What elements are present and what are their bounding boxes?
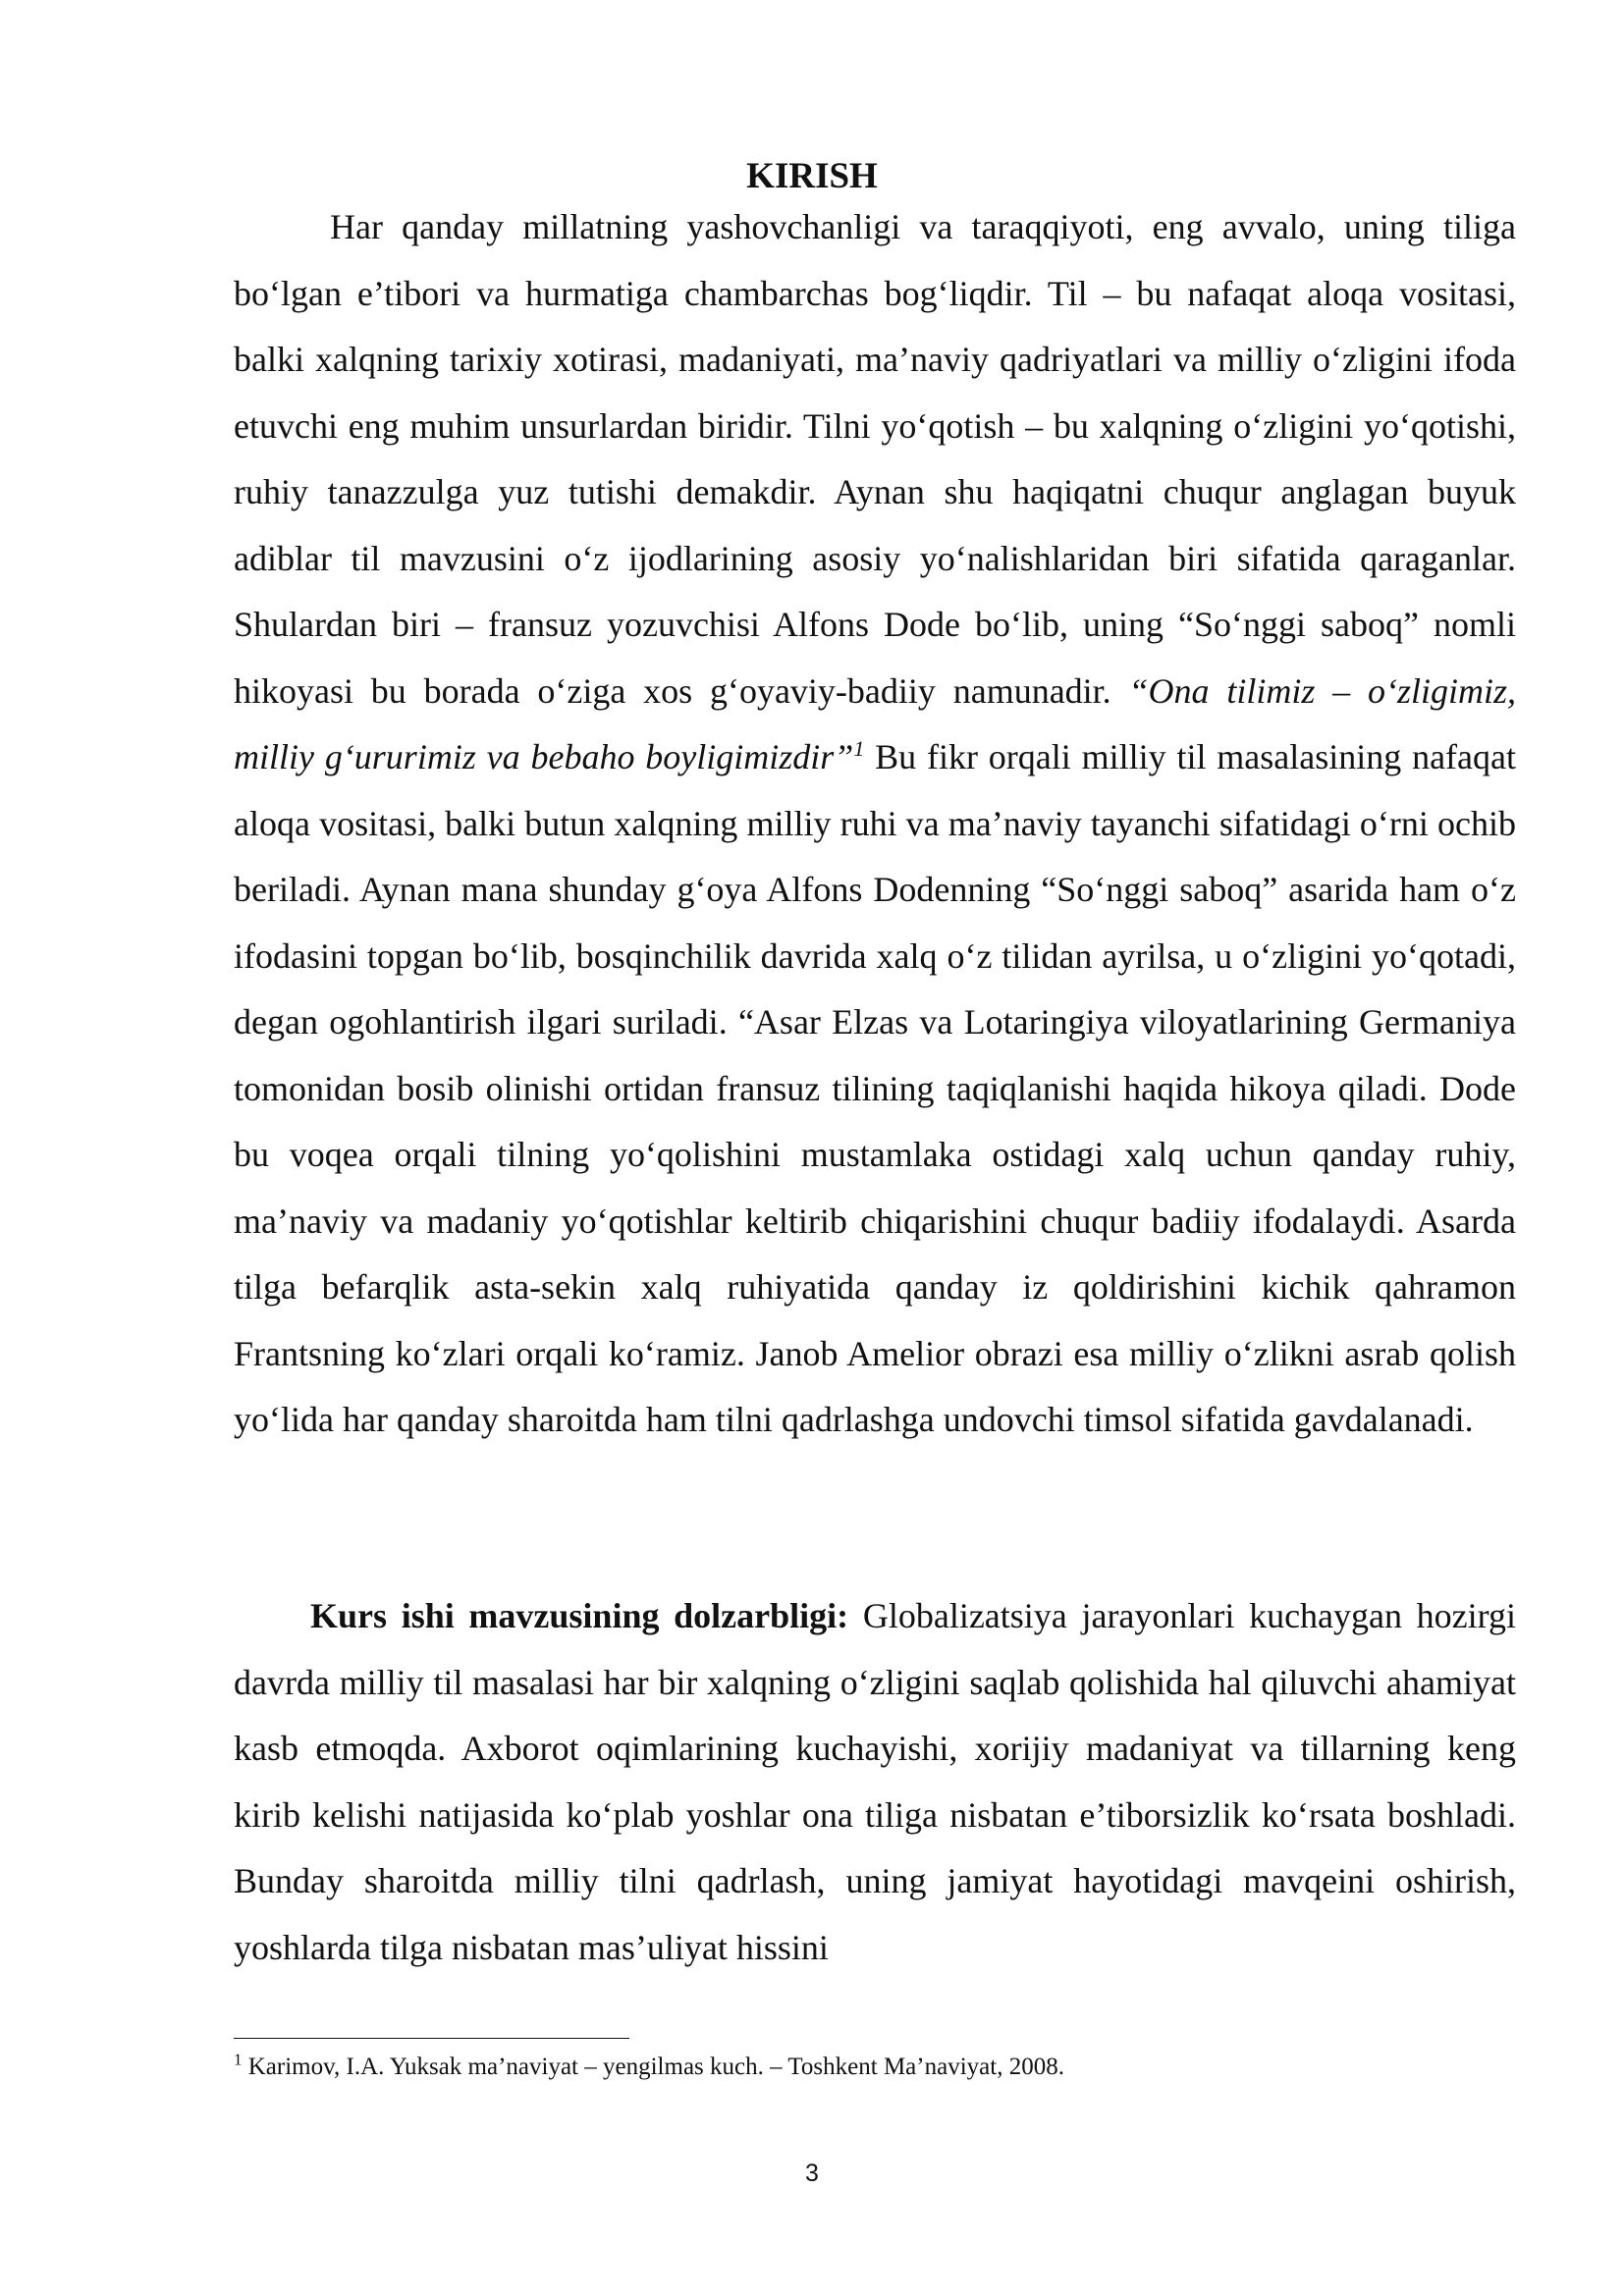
- footnote-divider: [234, 2038, 629, 2039]
- footnote-text: Karimov, I.A. Yuksak ma’naviyat – yengilmas kuch. – Toshkent Ma’naviyat, 2008.: [247, 2054, 1064, 2080]
- intro-paragraph-continuation: Bu fikr orqali milliy til masalasining nafaqat aloqa vositasi, balki butun xalqning milliy ruhi va ma’naviy tayanchi sifatidagi o‘rni ochib beriladi. Aynan mana shunday g‘oya Alfons Dodenning “So‘nggi saboq” asarida ham o‘z ifodasini topgan bo‘lib, bosqinchilik davrida xalq o‘z tilidan ayrilsa, u o‘zligini yo‘qotadi, degan ogohlantirish ilgari suriladi. “Asar Elzas va Lotaringiya viloyatlarining Germaniya tomonidan bosib olinishi ortidan fransuz tilining taqiqlanishi haqida hikoya qiladi. Dode bu voqea orqali tilning yo‘qolishini mustamlaka ostidagi xalq uchun qanday ruhiy, ma’naviy va madaniy yo‘qotishlar keltirib chiqarishini chuqur badiiy ifodalaydi. Asarda tilga befarqlik asta-sekin xalq ruhiyatida qanday iz qoldirishini kichik qahramon Frantsning ko‘zlari orqali ko‘ramiz. Janob Amelior obrazi esa milliy o‘zlikni asrab qolish yo‘lida har qanday sharoitda ham tilni qadrlashga undovchi timsol sifatida gavdalanadi.: [234, 737, 1516, 1439]
- relevance-paragraph-text: Globalizatsiya jarayonlari kuchaygan hozirgi davrda milliy til masalasi har bir xalqning o‘zligini saqlab qolishida hal qiluvchi ahamiyat kasb etmoqda. Axborot oqimlarining kuchayishi, xorijiy madaniyat va tillarning keng kirib kelishi natijasida ko‘plab yoshlar ona tiliga nisbatan e’tiborsizlik ko‘rsata boshladi. Bunday sharoitda milliy tilni qadrlash, uning jamiyat hayotidagi mavqeini oshirish, yoshlarda tilga nisbatan mas’uliyat hissini: [234, 1596, 1517, 1967]
- page-number: 3: [805, 2160, 819, 2187]
- intro-paragraph: [234, 194, 1516, 1454]
- quote-text: “Ona tilimiz – o‘zligimiz, milliy g‘ururimiz va bebaho boyligimizdir”: [234, 670, 1517, 776]
- footnote-mark: 1: [234, 2050, 243, 2069]
- relevance-heading: Kurs ishi mavzusining dolzarbligi:: [310, 1596, 849, 1635]
- intro-paragraph-text: Har qanday millatning yashovchanligi va taraqqiyoti, eng avvalo, uning tiliga bo‘lgan e’tibori va hurmatiga chambarchas bog‘liqdir. Til – bu nafaqat aloqa vositasi, balki xalqning tarixiy xotirasi, madaniyati, ma’naviy qadriyatlari va milliy o‘zligini ifoda etuvchi eng muhim unsurlardan biridir. Tilni yo‘qotish – bu xalqning o‘zligini yo‘qotishi, ruhiy tanazzulga yuz tutishi demakdir. Aynan shu haqiqatni chuqur anglagan buyuk adiblar til mavzusini o‘z ijodlarining asosiy yo‘nalishlaridan biri sifatida qaraganlar. Shulardan biri – fransuz yozuvchisi Alfons Dode bo‘lib, uning “So‘nggi saboq” nomli hikoyasi bu borada o‘ziga xos g‘oyaviy-badiiy namunadir.: [234, 207, 1516, 711]
- relevance-paragraph: [234, 1583, 1516, 1981]
- footnote-reference[interactable]: 1: [853, 736, 865, 761]
- section-title: KIRISH: [746, 156, 878, 196]
- footnote: [234, 2052, 1516, 2083]
